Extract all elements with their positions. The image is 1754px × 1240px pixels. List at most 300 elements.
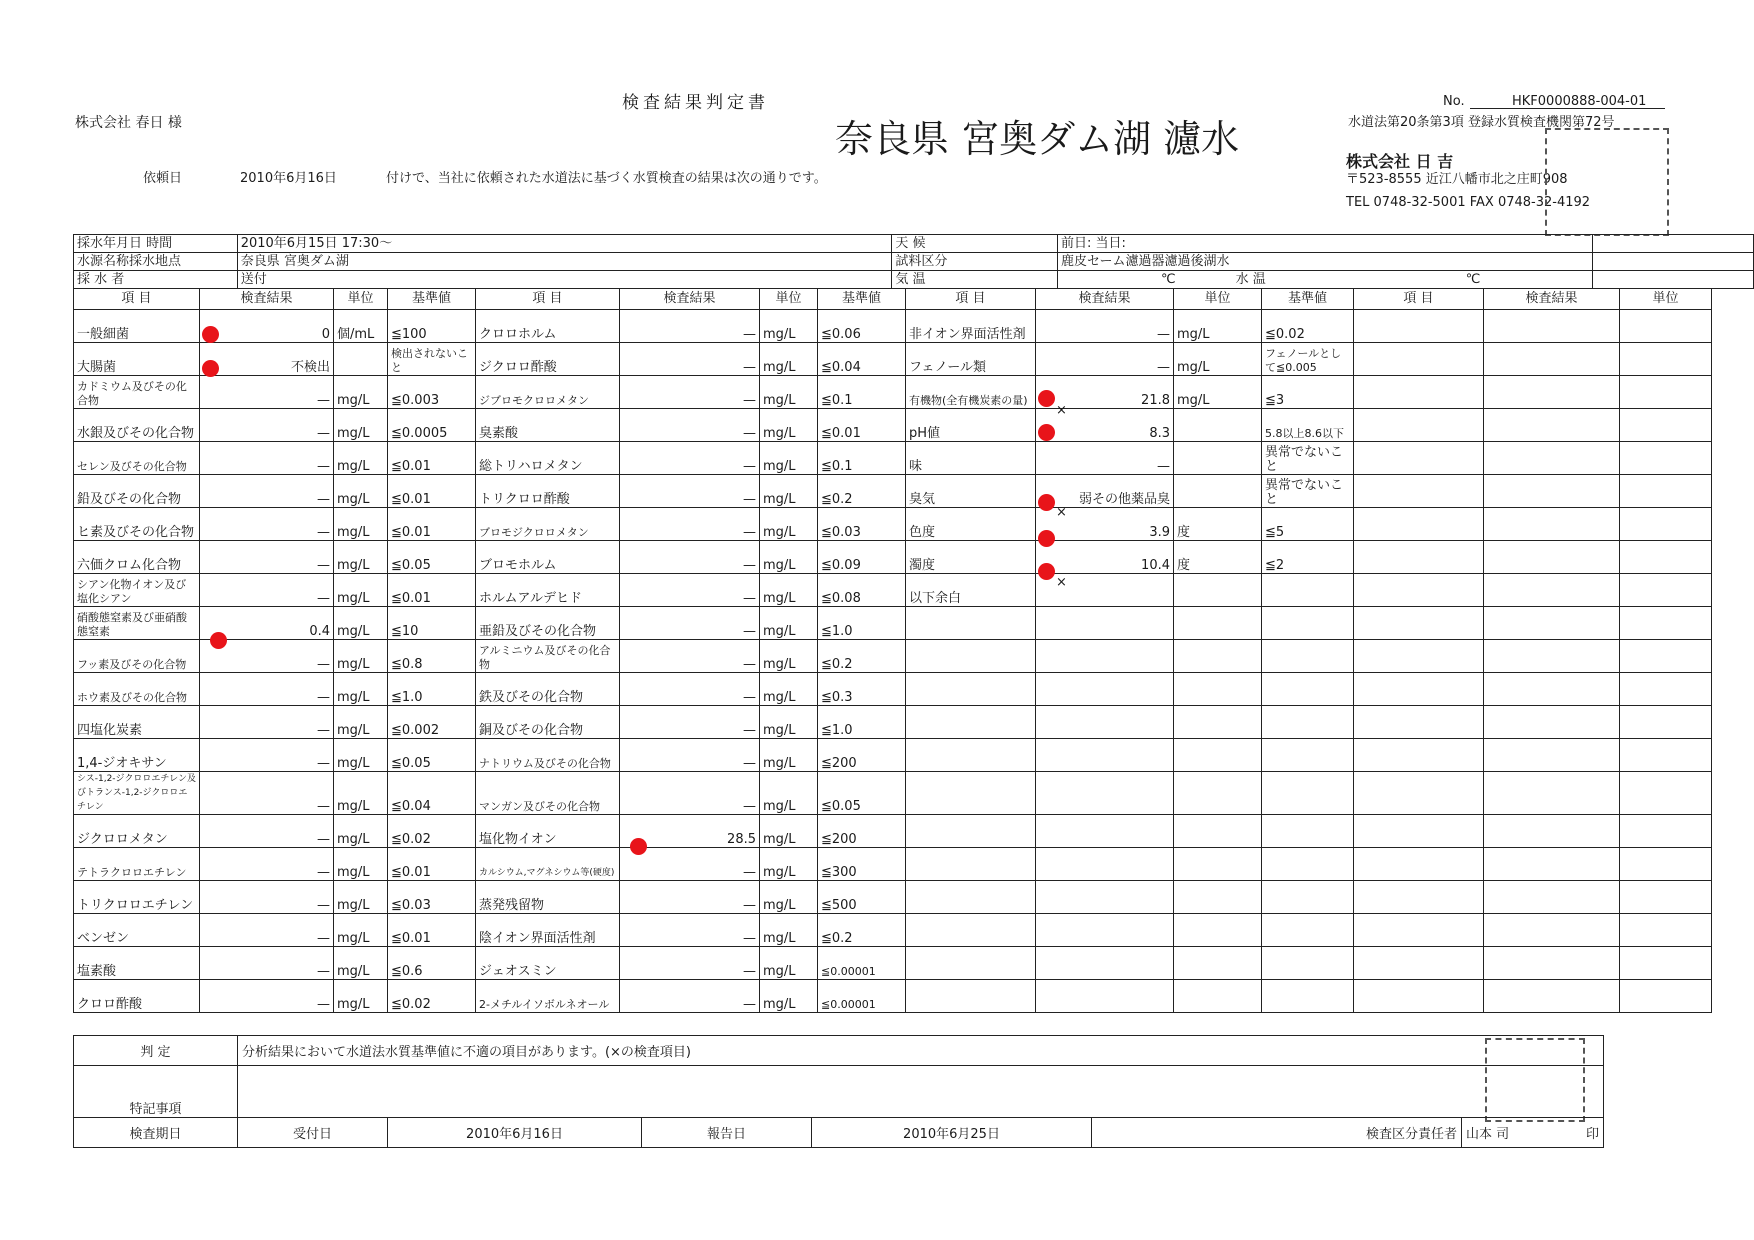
air-temp-label: 気 温 xyxy=(892,271,1058,289)
table-row xyxy=(74,607,1712,640)
cell-unit: 度 xyxy=(1174,508,1262,541)
cell-unit: mg/L xyxy=(334,376,388,409)
cell-unit: mg/L xyxy=(334,980,388,1013)
table-row xyxy=(74,980,1712,1013)
cell-standard: ≦1.0 xyxy=(818,607,906,640)
cell-standard: ≦0.1 xyxy=(818,376,906,409)
cell-standard: 検出されないこと xyxy=(388,343,476,376)
cell-standard: ≦0.002 xyxy=(388,706,476,739)
cell-standard xyxy=(1262,815,1354,848)
cell-item: ベンゼン xyxy=(74,914,200,947)
cell-unit: mg/L xyxy=(334,574,388,607)
cell-result: — xyxy=(620,343,760,376)
cell-item: ジクロロ酢酸 xyxy=(476,343,620,376)
cell-result: 8.3 xyxy=(1036,409,1174,442)
cell-item: ナトリウム及びその化合物 xyxy=(476,739,620,772)
cell-result: — xyxy=(200,475,334,508)
cell-item: 銅及びその化合物 xyxy=(476,706,620,739)
cell-unit xyxy=(1174,640,1262,673)
cell-result xyxy=(1036,739,1174,772)
cell-unit: mg/L xyxy=(760,442,818,475)
col-header-item: 項 目 xyxy=(476,289,620,310)
cell-item xyxy=(906,607,1036,640)
cell-standard xyxy=(1262,640,1354,673)
cell-item: 蒸発残留物 xyxy=(476,881,620,914)
cell-standard: ≦0.00001 xyxy=(818,980,906,1013)
cell-item: フッ素及びその化合物 xyxy=(74,640,200,673)
cell-unit: mg/L xyxy=(334,848,388,881)
cell-unit: mg/L xyxy=(760,541,818,574)
cell-unit xyxy=(1174,574,1262,607)
cell-result: — xyxy=(200,739,334,772)
cell-unit: mg/L xyxy=(760,409,818,442)
cell-standard: ≦1.0 xyxy=(818,706,906,739)
sampler-value: 送付 xyxy=(237,271,892,289)
cell-unit: mg/L xyxy=(334,739,388,772)
cell-standard: ≦1.0 xyxy=(388,673,476,706)
cell-standard xyxy=(1262,980,1354,1013)
highlight-dot xyxy=(210,632,227,649)
table-row xyxy=(74,947,1712,980)
cell-unit: mg/L xyxy=(334,673,388,706)
cell-result: — xyxy=(620,772,760,815)
cell-result: — xyxy=(620,980,760,1013)
cell-standard xyxy=(1262,739,1354,772)
cell-unit: mg/L xyxy=(334,475,388,508)
cell-item: カドミウム及びその化合物 xyxy=(74,376,200,409)
table-row xyxy=(74,815,1712,848)
cell-standard: ≦0.01 xyxy=(388,848,476,881)
cell-result: — xyxy=(620,376,760,409)
cell-result: 弱その他薬品臭 xyxy=(1036,475,1174,508)
table-row xyxy=(74,475,1712,508)
col-header-standard: 基準値 xyxy=(818,289,906,310)
cell-unit: mg/L xyxy=(760,475,818,508)
table-row xyxy=(74,673,1712,706)
cell-item: 亜鉛及びその化合物 xyxy=(476,607,620,640)
cell-unit: mg/L xyxy=(760,607,818,640)
col-header-result: 検査結果 xyxy=(200,289,334,310)
cell-result: — xyxy=(1036,310,1174,343)
weather-label: 天 候 xyxy=(892,235,1058,253)
cell-item: 塩化物イオン xyxy=(476,815,620,848)
cell-unit xyxy=(1174,475,1262,508)
col-header-item: 項 目 xyxy=(74,289,200,310)
cell-standard: ≦0.05 xyxy=(818,772,906,815)
water-temp-label: 水 温 xyxy=(1235,271,1266,287)
cell-result xyxy=(1036,848,1174,881)
cell-unit: mg/L xyxy=(760,980,818,1013)
cell-standard: ≦5 xyxy=(1262,508,1354,541)
cell-result: — xyxy=(620,947,760,980)
cell-item: ブロモジクロロメタン xyxy=(476,508,620,541)
cell-result: — xyxy=(200,541,334,574)
source-label: 水源名称採水地点 xyxy=(74,253,238,271)
cell-result: 28.5 xyxy=(620,815,760,848)
cell-result: — xyxy=(620,673,760,706)
cell-item: クロロホルム xyxy=(476,310,620,343)
cell-standard xyxy=(1262,574,1354,607)
cell-unit: mg/L xyxy=(334,508,388,541)
table-row xyxy=(74,706,1712,739)
cell-standard xyxy=(1262,881,1354,914)
doc-title: 検査結果判定書 xyxy=(622,93,769,113)
cell-standard: ≦0.8 xyxy=(388,640,476,673)
cell-item: 鉛及びその化合物 xyxy=(74,475,200,508)
table-row xyxy=(74,739,1712,772)
cell-unit: mg/L xyxy=(334,881,388,914)
cell-standard: ≦300 xyxy=(818,848,906,881)
period-label: 検査期日 xyxy=(74,1118,238,1148)
sampler-label: 採 水 者 xyxy=(74,271,238,289)
company-address: 〒523-8555 近江八幡市北之庄町908 xyxy=(1346,172,1568,187)
cell-unit: mg/L xyxy=(760,343,818,376)
cell-standard: ≦3 xyxy=(1262,376,1354,409)
cell-item: テトラクロロエチレン xyxy=(74,848,200,881)
cell-unit: mg/L xyxy=(760,640,818,673)
cell-item: シアン化物イオン及び塩化シアン xyxy=(74,574,200,607)
footer-table xyxy=(73,1035,1604,1118)
cell-unit: mg/L xyxy=(1174,343,1262,376)
registration: 水道法第20条第3項 登録水質検査機関第72号 xyxy=(1348,115,1615,130)
company-name: 株式会社 日 吉 xyxy=(1346,152,1454,171)
cell-standard: ≦2 xyxy=(1262,541,1354,574)
sampling-value: 2010年6月15日 17:30〜 xyxy=(237,235,892,253)
table-row xyxy=(74,508,1712,541)
cell-item: 濁度 xyxy=(906,541,1036,574)
cell-result xyxy=(1036,914,1174,947)
cell-item: 非イオン界面活性剤 xyxy=(906,310,1036,343)
cell-standard: ≦0.3 xyxy=(818,673,906,706)
cell-result: — xyxy=(200,376,334,409)
cell-item xyxy=(906,881,1036,914)
cell-result: — xyxy=(620,914,760,947)
cell-unit xyxy=(1174,980,1262,1013)
request-date: 2010年6月16日 xyxy=(240,171,337,186)
cell-standard: ≦10 xyxy=(388,607,476,640)
cell-item: 大腸菌 xyxy=(74,343,200,376)
cell-result: — xyxy=(620,881,760,914)
cell-item: マンガン及びその化合物 xyxy=(476,772,620,815)
table-row xyxy=(74,343,1712,376)
air-temp-unit: ℃ xyxy=(1161,271,1176,287)
weather-value: 前日: 当日: xyxy=(1058,235,1593,253)
cell-item xyxy=(906,980,1036,1013)
judgment-label: 判 定 xyxy=(74,1036,238,1066)
table-row xyxy=(74,541,1712,574)
cell-unit: mg/L xyxy=(1174,310,1262,343)
cell-unit: mg/L xyxy=(760,310,818,343)
cell-result: — xyxy=(200,409,334,442)
cell-unit: mg/L xyxy=(760,815,818,848)
cell-unit: mg/L xyxy=(760,706,818,739)
cell-result: — xyxy=(620,541,760,574)
cell-unit: mg/L xyxy=(334,640,388,673)
cell-result: 21.8 xyxy=(1036,376,1174,409)
cell-result: 不検出 xyxy=(200,343,334,376)
cell-result: — xyxy=(620,409,760,442)
col-header-unit: 単位 xyxy=(1174,289,1262,310)
cell-standard: 異常でないこと xyxy=(1262,442,1354,475)
highlight-dot xyxy=(1038,563,1055,580)
cell-standard: 異常でないこと xyxy=(1262,475,1354,508)
doc-no-label: No. xyxy=(1443,94,1465,109)
table-row xyxy=(74,848,1712,881)
col-header-unit: 単位 xyxy=(1620,289,1712,310)
cell-result: — xyxy=(200,673,334,706)
cell-result xyxy=(1036,706,1174,739)
sample-type-label: 試料区分 xyxy=(892,253,1058,271)
cell-standard xyxy=(1262,947,1354,980)
cell-result: — xyxy=(620,508,760,541)
table-row xyxy=(74,574,1712,607)
cell-standard: ≦0.06 xyxy=(818,310,906,343)
col-header-unit: 単位 xyxy=(334,289,388,310)
cell-standard: ≦0.04 xyxy=(388,772,476,815)
info-table xyxy=(73,234,1754,289)
highlight-dot xyxy=(1038,424,1055,441)
cell-item xyxy=(906,914,1036,947)
cell-item xyxy=(906,848,1036,881)
cell-result xyxy=(1036,815,1174,848)
inspector-seal-stamp xyxy=(1485,1038,1585,1122)
table-row xyxy=(74,881,1712,914)
company-seal-stamp xyxy=(1545,128,1669,236)
cell-standard: ≦0.6 xyxy=(388,947,476,980)
company-phone: TEL 0748-32-5001 FAX 0748-32-4192 xyxy=(1346,195,1591,210)
cell-result: — xyxy=(1036,442,1174,475)
cell-standard: ≦0.02 xyxy=(1262,310,1354,343)
cell-result xyxy=(1036,881,1174,914)
cell-result xyxy=(1036,673,1174,706)
cell-item: 水銀及びその化合物 xyxy=(74,409,200,442)
request-text: 付けで、当社に依頼された水道法に基づく水質検査の結果は次の通りです。 xyxy=(386,171,827,186)
cell-result: — xyxy=(620,640,760,673)
results-table xyxy=(73,288,1712,1013)
cell-unit: mg/L xyxy=(334,947,388,980)
cell-item: カルシウム,マグネシウム等(硬度) xyxy=(476,848,620,881)
cell-result xyxy=(1036,980,1174,1013)
cell-result: — xyxy=(1036,343,1174,376)
cell-unit xyxy=(1174,947,1262,980)
cell-standard: ≦0.01 xyxy=(818,409,906,442)
cell-result: — xyxy=(620,475,760,508)
doc-no: HKF0000888-004-01 xyxy=(1512,94,1647,109)
cell-item: ホルムアルデヒド xyxy=(476,574,620,607)
cell-result: 3.9 xyxy=(1036,508,1174,541)
cell-result: 0 xyxy=(200,310,334,343)
cell-unit: mg/L xyxy=(1174,376,1262,409)
period-table xyxy=(73,1117,1604,1148)
cell-result: — xyxy=(620,310,760,343)
col-header-standard: 基準値 xyxy=(388,289,476,310)
cell-unit: mg/L xyxy=(760,947,818,980)
doc-no-underline xyxy=(1470,108,1665,109)
table-row xyxy=(74,376,1712,409)
addressee: 株式会社 春日 様 xyxy=(75,115,182,131)
cell-item: セレン及びその化合物 xyxy=(74,442,200,475)
table-row xyxy=(74,442,1712,475)
cell-result xyxy=(1036,772,1174,815)
col-header-item: 項 目 xyxy=(906,289,1036,310)
cell-standard: ≦0.1 xyxy=(818,442,906,475)
cell-standard: フェノールとして≦0.005 xyxy=(1262,343,1354,376)
cell-item: 1,4-ジオキサン xyxy=(74,739,200,772)
cell-unit xyxy=(1174,607,1262,640)
cell-item: シス-1,2-ジクロロエチレン及びトランス-1,2-ジクロロエチレン xyxy=(74,772,200,815)
highlight-dot xyxy=(1038,390,1055,407)
cell-result xyxy=(1036,607,1174,640)
cell-standard xyxy=(1262,914,1354,947)
cell-item: ジブロモクロロメタン xyxy=(476,376,620,409)
cell-standard: ≦0.02 xyxy=(388,815,476,848)
col-header-result: 検査結果 xyxy=(620,289,760,310)
cell-standard: ≦0.08 xyxy=(818,574,906,607)
cell-standard: ≦0.003 xyxy=(388,376,476,409)
cell-item: 臭素酸 xyxy=(476,409,620,442)
cell-item: 六価クロム化合物 xyxy=(74,541,200,574)
highlight-dot xyxy=(1038,494,1055,511)
cell-standard xyxy=(1262,706,1354,739)
cell-unit: mg/L xyxy=(334,914,388,947)
cell-unit xyxy=(1174,848,1262,881)
cell-result: — xyxy=(200,980,334,1013)
received-label: 受付日 xyxy=(238,1118,388,1148)
cell-unit: mg/L xyxy=(760,673,818,706)
cell-result: — xyxy=(200,914,334,947)
cell-item xyxy=(906,706,1036,739)
cell-result: — xyxy=(200,508,334,541)
cell-result xyxy=(1036,947,1174,980)
source-value: 奈良県 宮奥ダム湖 xyxy=(237,253,892,271)
cell-item xyxy=(906,673,1036,706)
cell-standard xyxy=(1262,848,1354,881)
cell-standard: ≦500 xyxy=(818,881,906,914)
cell-unit: mg/L xyxy=(334,772,388,815)
cell-unit xyxy=(1174,881,1262,914)
cell-item: クロロ酢酸 xyxy=(74,980,200,1013)
cell-item xyxy=(906,947,1036,980)
cell-standard: ≦0.01 xyxy=(388,475,476,508)
cell-item: アルミニウム及びその化合物 xyxy=(476,640,620,673)
handwritten-title: 奈良県 宮奥ダム湖 濾水 xyxy=(835,117,1240,161)
cell-unit: mg/L xyxy=(760,574,818,607)
cell-item: 有機物(全有機炭素の量) xyxy=(906,376,1036,409)
report-date: 2010年6月25日 xyxy=(812,1118,1092,1148)
cell-result: — xyxy=(620,739,760,772)
report-label: 報告日 xyxy=(642,1118,812,1148)
responsible-name: 山本 司 xyxy=(1466,1127,1510,1142)
cell-unit xyxy=(1174,739,1262,772)
cell-standard: ≦0.01 xyxy=(388,442,476,475)
cell-item: ヒ素及びその化合物 xyxy=(74,508,200,541)
highlight-dot xyxy=(202,360,219,377)
fail-mark: × xyxy=(1056,505,1067,520)
cell-item xyxy=(906,640,1036,673)
cell-result: — xyxy=(200,881,334,914)
cell-result: — xyxy=(200,947,334,980)
cell-standard xyxy=(1262,772,1354,815)
cell-standard: ≦0.03 xyxy=(388,881,476,914)
judgment-text: 分析結果において水道法水質基準値に不適の項目があります。(×の検査項目) xyxy=(238,1036,1604,1066)
cell-unit xyxy=(1174,815,1262,848)
cell-unit: mg/L xyxy=(760,739,818,772)
remarks-label: 特記事項 xyxy=(74,1066,238,1118)
highlight-dot xyxy=(1038,530,1055,547)
cell-item: トリクロロ酢酸 xyxy=(476,475,620,508)
cell-result: 10.4 xyxy=(1036,541,1174,574)
cell-item: 臭気 xyxy=(906,475,1036,508)
cell-result: — xyxy=(200,640,334,673)
cell-result: — xyxy=(620,848,760,881)
col-header-standard: 基準値 xyxy=(1262,289,1354,310)
cell-unit: mg/L xyxy=(760,508,818,541)
cell-result: — xyxy=(200,442,334,475)
cell-standard: 5.8以上8.6以下 xyxy=(1262,409,1354,442)
cell-item: 味 xyxy=(906,442,1036,475)
cell-result: — xyxy=(200,574,334,607)
highlight-dot xyxy=(630,838,647,855)
cell-item: 2-メチルイソボルネオール xyxy=(476,980,620,1013)
fail-mark: × xyxy=(1056,403,1067,418)
cell-standard xyxy=(1262,607,1354,640)
table-row xyxy=(74,310,1712,343)
cell-unit: mg/L xyxy=(334,409,388,442)
cell-standard: ≦0.01 xyxy=(388,914,476,947)
cell-standard: ≦200 xyxy=(818,815,906,848)
cell-item: フェノール類 xyxy=(906,343,1036,376)
cell-unit xyxy=(1174,706,1262,739)
cell-item xyxy=(906,815,1036,848)
request-label: 依頼日 xyxy=(143,171,183,186)
cell-result: — xyxy=(200,706,334,739)
cell-standard: ≦0.2 xyxy=(818,640,906,673)
cell-unit: mg/L xyxy=(334,706,388,739)
cell-item: 四塩化炭素 xyxy=(74,706,200,739)
cell-item: ジェオスミン xyxy=(476,947,620,980)
cell-result: — xyxy=(620,574,760,607)
cell-item: 一般細菌 xyxy=(74,310,200,343)
cell-standard: ≦200 xyxy=(818,739,906,772)
highlight-dot xyxy=(202,326,219,343)
cell-standard: ≦0.03 xyxy=(818,508,906,541)
cell-standard: ≦0.0005 xyxy=(388,409,476,442)
cell-standard: ≦0.02 xyxy=(388,980,476,1013)
cell-standard: ≦0.2 xyxy=(818,914,906,947)
cell-item: pH値 xyxy=(906,409,1036,442)
table-row xyxy=(74,409,1712,442)
cell-item: 鉄及びその化合物 xyxy=(476,673,620,706)
cell-item: 塩素酸 xyxy=(74,947,200,980)
cell-unit xyxy=(334,343,388,376)
cell-standard: ≦0.05 xyxy=(388,541,476,574)
responsible-label: 検査区分責任者 xyxy=(1092,1118,1462,1148)
cell-item: 陰イオン界面活性剤 xyxy=(476,914,620,947)
cell-standard xyxy=(1262,673,1354,706)
cell-unit xyxy=(1174,914,1262,947)
cell-standard: ≦0.01 xyxy=(388,574,476,607)
cell-result: — xyxy=(200,815,334,848)
seal-mark: 印 xyxy=(1585,1127,1599,1142)
cell-unit xyxy=(1174,673,1262,706)
cell-unit xyxy=(1174,772,1262,815)
cell-standard: ≦100 xyxy=(388,310,476,343)
cell-standard: ≦0.09 xyxy=(818,541,906,574)
cell-result: — xyxy=(200,772,334,815)
cell-result: — xyxy=(620,706,760,739)
cell-unit xyxy=(1174,409,1262,442)
cell-item: ブロモホルム xyxy=(476,541,620,574)
